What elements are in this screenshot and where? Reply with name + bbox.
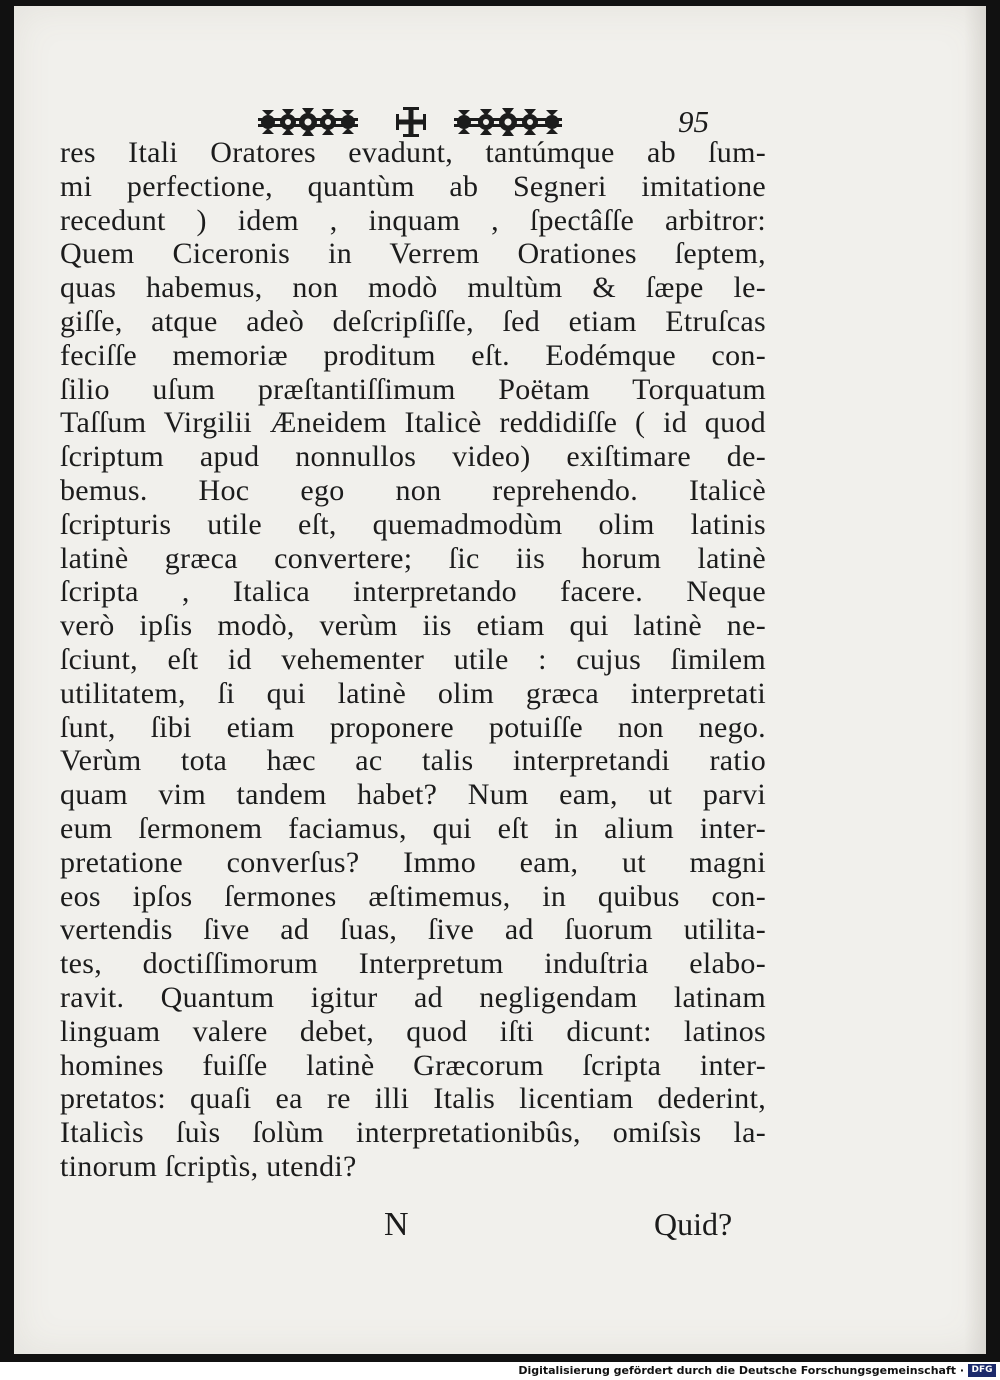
text-line: quas habemus, non modò multùm & ſæpe le- [60,271,766,305]
catchword: Quid? [654,1206,733,1242]
dfg-logo: DFG [968,1364,996,1377]
text-line: mi perfectione, quantùm ab Segneri imitatione [60,169,766,203]
text-line: ſcripta , Italica interpretando facere. Neque [60,575,766,609]
text-line: eum ſermonem faciamus, qui eſt in alium inter- [60,811,766,845]
text-line: Verùm tota hæc ac talis interpretandi ratio [60,744,766,778]
text-line: ſunt, ſibi etiam proponere potuiſſe non nego. [60,710,766,744]
text-line: quam vim tandem habet? Num eam, ut parvi [60,778,766,812]
cross-ornament-icon [394,106,428,138]
text-line: latinè græca convertere; ſic iis horum latinè [60,541,766,575]
text-line: pretatos: quaſi ea re illi Italis licentiam dederint, [60,1082,766,1116]
text-line: feciſſe memoriæ proditum eſt. Eodémque con- [60,338,766,372]
text-line: utilitatem, ſi qui latinè olim græca interpretati [60,676,766,710]
text-line: ſcripturis utile eſt, quemadmodùm olim latinis [60,507,766,541]
footer-credit: Digitalisierung gefördert durch die Deutsche Forschungsgemeinschaft · [518,1364,964,1377]
text-line: vertendis ſive ad ſuas, ſive ad ſuorum utilita- [60,913,766,947]
text-line: giſſe, atque adeò deſcripſiſſe, ſed etiam Etruſcas [60,304,766,338]
text-block [60,136,766,1184]
text-line: bemus. Hoc ego non reprehendo. Italicè [60,473,766,507]
text-line: Quem Ciceronis in Verrem Orationes ſeptem, [60,237,766,271]
text-line: ravit. Quantum igitur ad negligendam latinam [60,980,766,1014]
signature-mark: N [384,1206,409,1243]
text-line: Taſſum Virgilii Æneidem Italicè reddidiſſe ( id quod [60,406,766,440]
text-line: Italicìs ſuìs ſolùm interpretationibûs, omiſsìs la- [60,1116,766,1150]
text-line: ſilio uſum præſtantiſſimum Poëtam Torquatum [60,372,766,406]
text-line: res Itali Oratores evadunt, tantúmque ab ſum- [60,136,766,169]
text-line: pretatione converſus? Immo eam, ut magni [60,845,766,879]
floral-ornament-icon [452,106,564,138]
text-line: linguam valere debet, quod iſti dicunt: latinos [60,1014,766,1048]
text-line: verò ipſis modò, verùm iis etiam qui latinè ne- [60,609,766,643]
text-line: tes, doctiſſimorum Interpretum induſtria elabo- [60,947,766,981]
text-line: homines fuiſſe latinè Græcorum ſcripta inter- [60,1048,766,1082]
book-page [14,6,986,1354]
footer-bar [0,1362,1000,1380]
text-line: ſciunt, eſt id vehementer utile : cujus ſimilem [60,642,766,676]
text-line: recedunt ) idem , inquam , ſpectâſſe arbitror: [60,203,766,237]
page-number: 95 [678,104,709,139]
floral-ornament-icon [256,106,360,138]
text-line: eos ipſos ſermones æſtimemus, in quibus con- [60,879,766,913]
text-line: tinorum ſcriptìs, utendi? [60,1149,357,1183]
text-line: ſcriptum apud nonnullos video) exiſtimare de- [60,440,766,474]
